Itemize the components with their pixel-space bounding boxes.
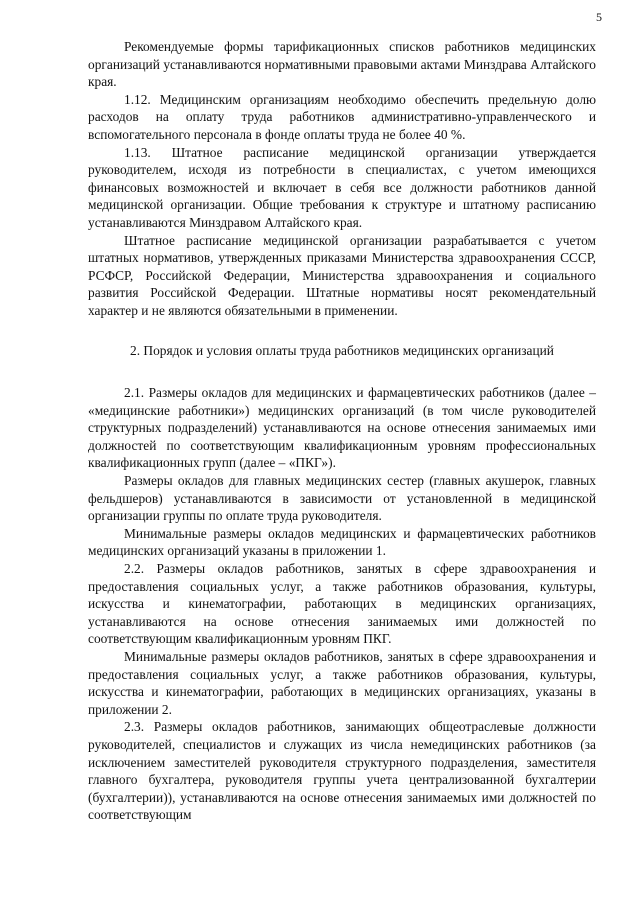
page-number: 5 [596, 10, 602, 24]
document-body [88, 38, 596, 824]
paragraph: Размеры окладов для главных медицинских сестер (главных акушерок, главных фельдшеров) устанавливаются в зависимости от установленной в медицинской организации группы по оплате труда руководителя. [88, 473, 596, 524]
section-heading: 2. Порядок и условия оплаты труда работников медицинских организаций [130, 342, 554, 358]
paragraph: 1.12. Медицинским организациям необходимо обеспечить предельную долю расходов на оплату труда работников административно-управленческого и вспомогательного персонала в фонде оплаты труда не более 40 %. [88, 91, 596, 142]
paragraph: Рекомендуемые формы тарификационных списков работников медицинских организаций устанавливаются нормативными правовыми актами Минздрава Алтайского края. [88, 39, 596, 90]
paragraph: 2.2. Размеры окладов работников, занятых в сфере здравоохранения и предоставления социальных услуг, а также работников образования, культуры, искусства и кинематографии, работающих в медицинских организациях, устанавливаются на основе отнесения занимаемых ими должностей по соответствующим квалификационным уровням ПКГ. [88, 561, 596, 647]
paragraph: 2.1. Размеры окладов для медицинских и фармацевтических работников (далее – «медицинские работники») медицинских организаций (в том числе руководителей структурных подразделений) устанавливаются на основе отнесения занимаемых ими должностей по соответствующим квалификационным уровням профессиональных квалификационных групп (далее – «ПКГ»). [88, 385, 596, 471]
paragraph: Минимальные размеры окладов работников, занятых в сфере здравоохранения и предоставления социальных услуг, а также работников образования, культуры, искусства и кинематографии, работающих в медицинских организациях, указаны в приложении 2. [88, 649, 596, 717]
paragraph: 2.3. Размеры окладов работников, занимающих общеотраслевые должности руководителей, специалистов и служащих из числа немедицинских работников (за исключением заместителей руководителя структурного подразделения, заместителя главного бухгалтера, руководителя группы учета централизованной бухгалтерии (бухгалтерии)), устанавливаются на основе отнесения занимаемых ими должностей по соответствующим [88, 719, 596, 823]
paragraph: Минимальные размеры окладов медицинских и фармацевтических работников медицинских организаций указаны в приложении 1. [88, 525, 596, 559]
paragraph: Штатное расписание медицинской организации разрабатывается с учетом штатных нормативов, утвержденных приказами Министерства здравоохранения СССР, РСФСР, Российской Федерации, Министерства здравоохранения и социального развития Российской Федерации. Штатные нормативы носят рекомендательный характер и не являются обязательными в применении. [88, 232, 596, 318]
paragraph: 1.13. Штатное расписание медицинской организации утверждается руководителем, исходя из потребности в специалистах, с учетом имеющихся финансовых возможностей и включает в себя все должности работников данной медицинской организации. Общие требования к структуре и штатному расписанию устанавливаются Минздравом Алтайского края. [88, 144, 596, 230]
